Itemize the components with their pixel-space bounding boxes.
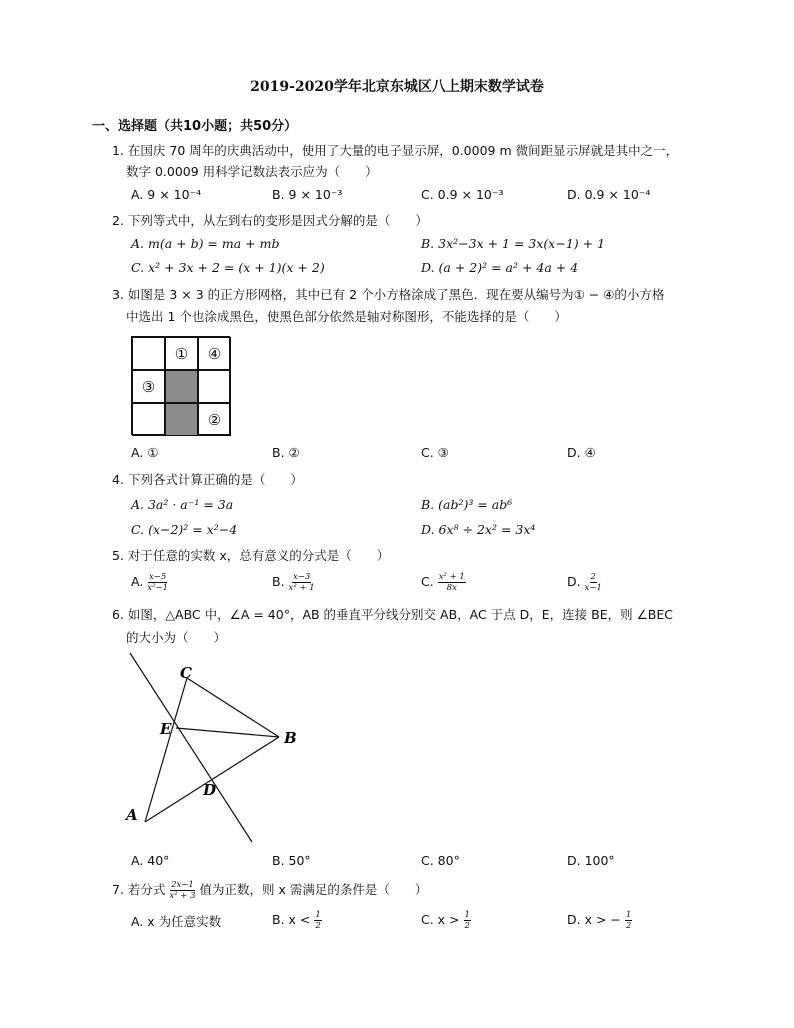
page-title: 2019-2020学年北京东城区八上期末数学试卷 bbox=[250, 79, 544, 95]
q6-option-b: B. 50° bbox=[272, 853, 311, 868]
q5-option-c: C. $\frac{\text{x² + 1}}{8x}$ bbox=[421, 572, 465, 593]
q4-option-c: C. (x−2)² = x²−4 bbox=[131, 522, 238, 537]
q1-stem-line1: 1. 在国庆 70 周年的庆典活动中，使用了大量的电子显示屏，0.0009 m 微间距显示屏就是其中之一， bbox=[112, 143, 679, 158]
side-ab bbox=[145, 737, 279, 822]
q3-option-d: D. ④ bbox=[567, 445, 596, 460]
q1-stem-line2: 数字 0.0009 用科学记数法表示应为（ ） bbox=[126, 164, 378, 179]
side-ac bbox=[145, 678, 187, 822]
q1-option-c: C. 0.9 × 10⁻³ bbox=[421, 187, 504, 202]
q1-option-a: A. 9 × 10⁻⁴ bbox=[131, 187, 202, 202]
q5-stem: 5. 对于任意的实数 x，总有意义的分式是（ ） bbox=[112, 548, 390, 563]
q6-option-c: C. 80° bbox=[421, 853, 460, 868]
q5-option-d: D. $\frac{2}{x-1}$ bbox=[567, 572, 602, 593]
q2-option-d: D. (a + 2)² = a² + 4a + 4 bbox=[421, 260, 579, 275]
q5-option-a: A. $\frac{x-5}{\text{x²−1}}$ bbox=[131, 572, 169, 593]
q3-stem-line1: 3. 如图是 3 × 3 的正方形网格，其中已有 2 个小方格涂成了黑色．现在要从编号为① − ④的小方格 bbox=[112, 287, 665, 302]
q7-stem: 7. 若分式 $\frac{2x-1}{\text{x² + 3}}$ 值为正数，则 x 需满足的条件是（ ） bbox=[112, 880, 428, 901]
q7-option-b: B. x < $\frac{1}{2}$ bbox=[272, 910, 321, 931]
grid-cell-2: ② bbox=[198, 403, 231, 436]
q3-option-b: B. ② bbox=[272, 445, 300, 460]
section-heading: 一、选择题（共10小题；共50分） bbox=[92, 119, 298, 134]
q7-option-a: A. x 为任意实数 bbox=[131, 914, 222, 929]
q6-option-a: A. 40° bbox=[131, 853, 170, 868]
q4-option-d: D. 6x⁸ ÷ 2x² = 3x⁴ bbox=[421, 522, 536, 537]
grid-cell-3: ③ bbox=[132, 370, 165, 403]
q2-stem: 2. 下列等式中，从左到右的变形是因式分解的是（ ） bbox=[112, 213, 428, 228]
q6-option-d: D. 100° bbox=[567, 853, 615, 868]
q1-option-b: B. 9 × 10⁻³ bbox=[272, 187, 343, 202]
point-label-d: D bbox=[203, 781, 217, 799]
q7-option-c: C. x > $\frac{1}{2}$ bbox=[421, 910, 470, 931]
q6-stem-line1: 6. 如图，△ABC 中，∠A = 40°，AB 的垂直平分线分别交 AB，AC 于点 D，E，连接 BE，则 ∠BEC bbox=[112, 607, 674, 622]
q2-option-a: A. m(a + b) = ma + mb bbox=[131, 236, 280, 251]
q2-option-b: B. 3x²−3x + 1 = 3x(x−1) + 1 bbox=[421, 236, 606, 251]
grid-cell-4: ④ bbox=[198, 337, 231, 370]
point-label-a: A bbox=[126, 806, 138, 824]
q3-option-a: A. ① bbox=[131, 445, 159, 460]
q4-option-b: B. (ab²)³ = ab⁶ bbox=[421, 497, 513, 512]
q1-option-d: D. 0.9 × 10⁻⁴ bbox=[567, 187, 651, 202]
q4-option-a: A. 3a² · a⁻¹ = 3a bbox=[131, 497, 234, 512]
point-label-c: C bbox=[180, 664, 192, 682]
q3-stem-line2: 中选出 1 个也涂成黑色，使黑色部分依然是轴对称图形，不能选择的是（ ） bbox=[126, 309, 567, 324]
q6-stem-line2: 的大小为（ ） bbox=[126, 630, 227, 645]
segment-be bbox=[176, 728, 279, 737]
q3-option-c: C. ③ bbox=[421, 445, 449, 460]
side-cb bbox=[187, 678, 279, 737]
q2-option-c: C. x² + 3x + 2 = (x + 1)(x + 2) bbox=[131, 260, 325, 275]
point-label-b: B bbox=[284, 729, 297, 747]
q5-option-b: B. $\frac{x-3}{\text{x² + 1}}$ bbox=[272, 572, 315, 593]
q4-stem: 4. 下列各式计算正确的是（ ） bbox=[112, 472, 303, 487]
point-label-e: E bbox=[160, 720, 172, 738]
grid-cell-1: ① bbox=[165, 337, 198, 370]
q7-option-d: D. x > − $\frac{1}{2}$ bbox=[567, 910, 632, 931]
